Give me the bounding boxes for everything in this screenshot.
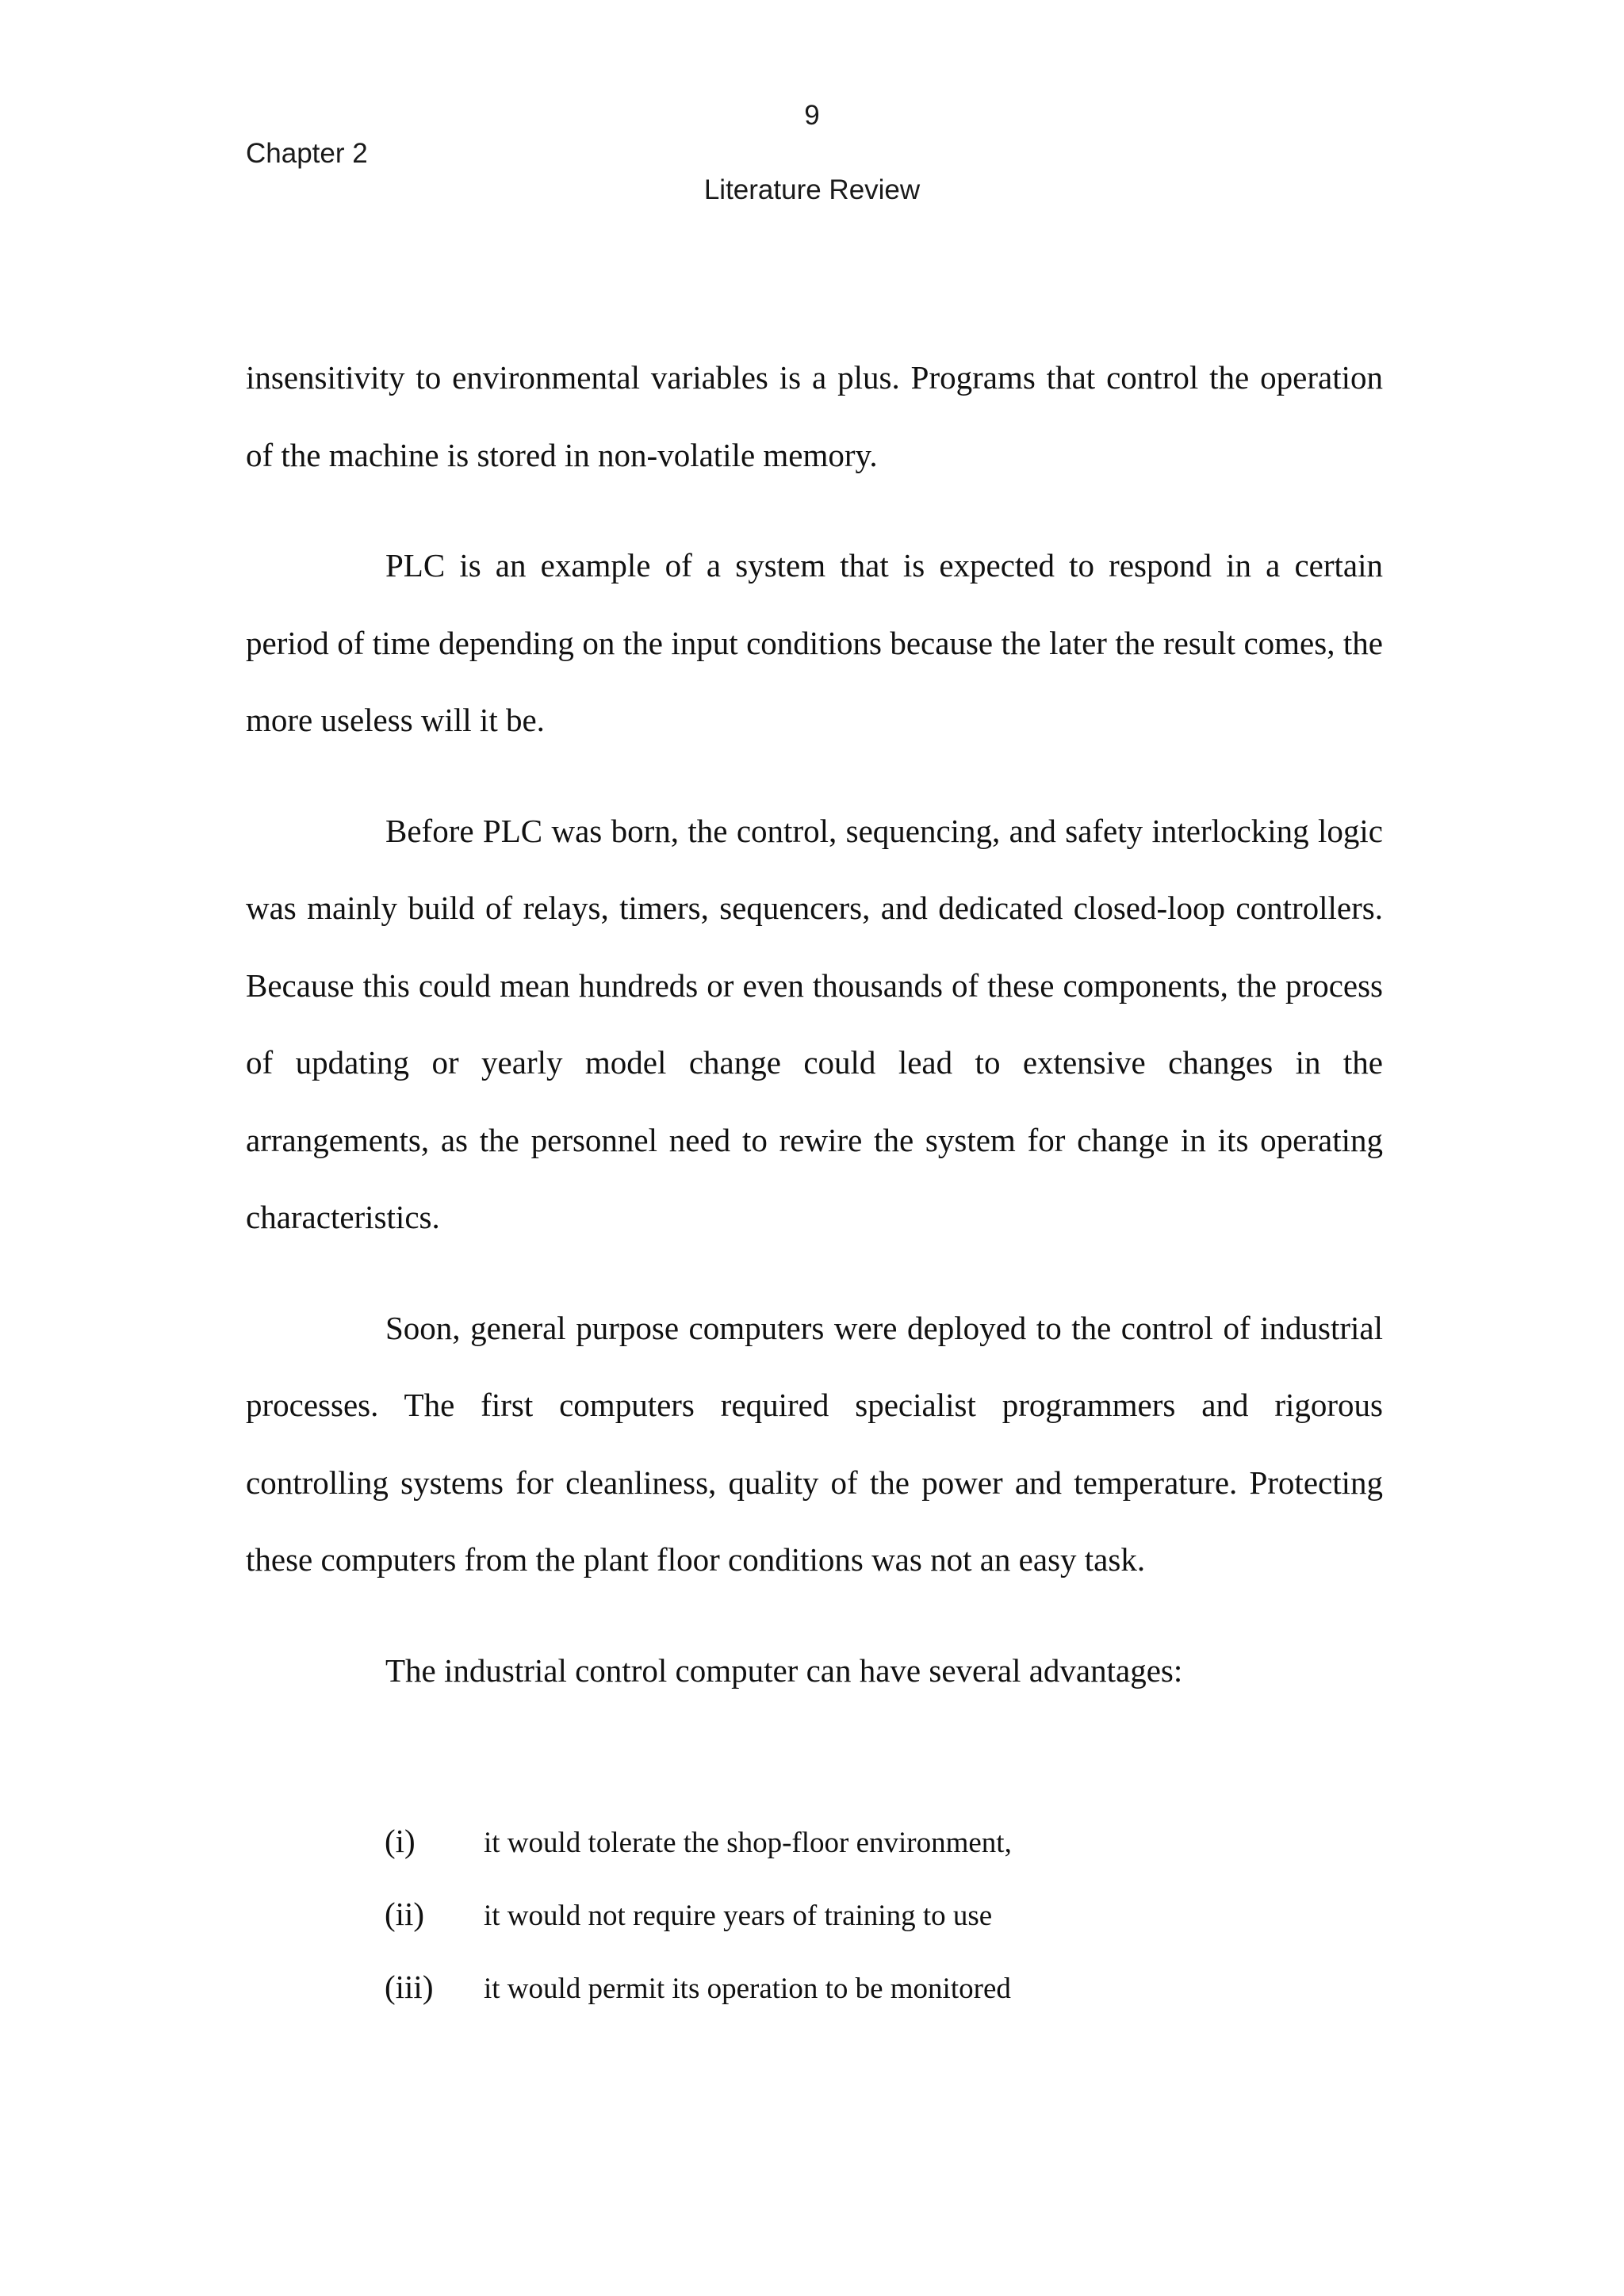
paragraph-2: PLC is an example of a system that is expected to respond in a certain period of time depending on the input conditions because the later the result comes, the more useless will it be. xyxy=(246,547,1383,738)
body-text xyxy=(246,339,1383,1743)
list-item xyxy=(385,1895,1012,1968)
list-text: it would permit its operation to be monitored xyxy=(484,1973,1011,2005)
list-item xyxy=(385,1822,1012,1895)
list-marker: (ii) xyxy=(385,1896,425,1932)
page-number: 9 xyxy=(804,100,820,131)
list-text: it would not require years of training to use xyxy=(484,1900,993,1932)
paragraph-3: Before PLC was born, the control, sequencing, and safety interlocking logic was mainly build of relays, timers, sequencers, and dedicated closed-loop controllers. Because this could mean hundreds or even thousands of these components, the process of updating or yearly model change could lead to extensive changes in the arrangements, as the personnel need to rewire the system for change in its operating characteristics. xyxy=(246,812,1383,1235)
paragraph-1: insensitivity to environmental variables is a plus. Programs that control the operation of the machine is stored in non-volatile memory. xyxy=(246,359,1383,473)
list-item xyxy=(385,1968,1012,2041)
section-title: Literature Review xyxy=(703,174,921,205)
chapter-label: Chapter 2 xyxy=(246,138,368,169)
paragraph-4: Soon, general purpose computers were deployed to the control of industrial processes. The first computers required specialist programmers and rigorous controlling systems for cleanliness, quality of the power and temperature. Protecting these computers from the plant floor conditions was not an easy task. xyxy=(246,1309,1383,1578)
paragraph-5: The industrial control computer can have several advantages: xyxy=(385,1651,1183,1689)
list-marker: (i) xyxy=(385,1823,416,1859)
advantages-list xyxy=(385,1822,1012,2041)
list-marker: (iii) xyxy=(385,1969,434,2005)
list-text: it would tolerate the shop-floor environment, xyxy=(484,1827,1012,1859)
